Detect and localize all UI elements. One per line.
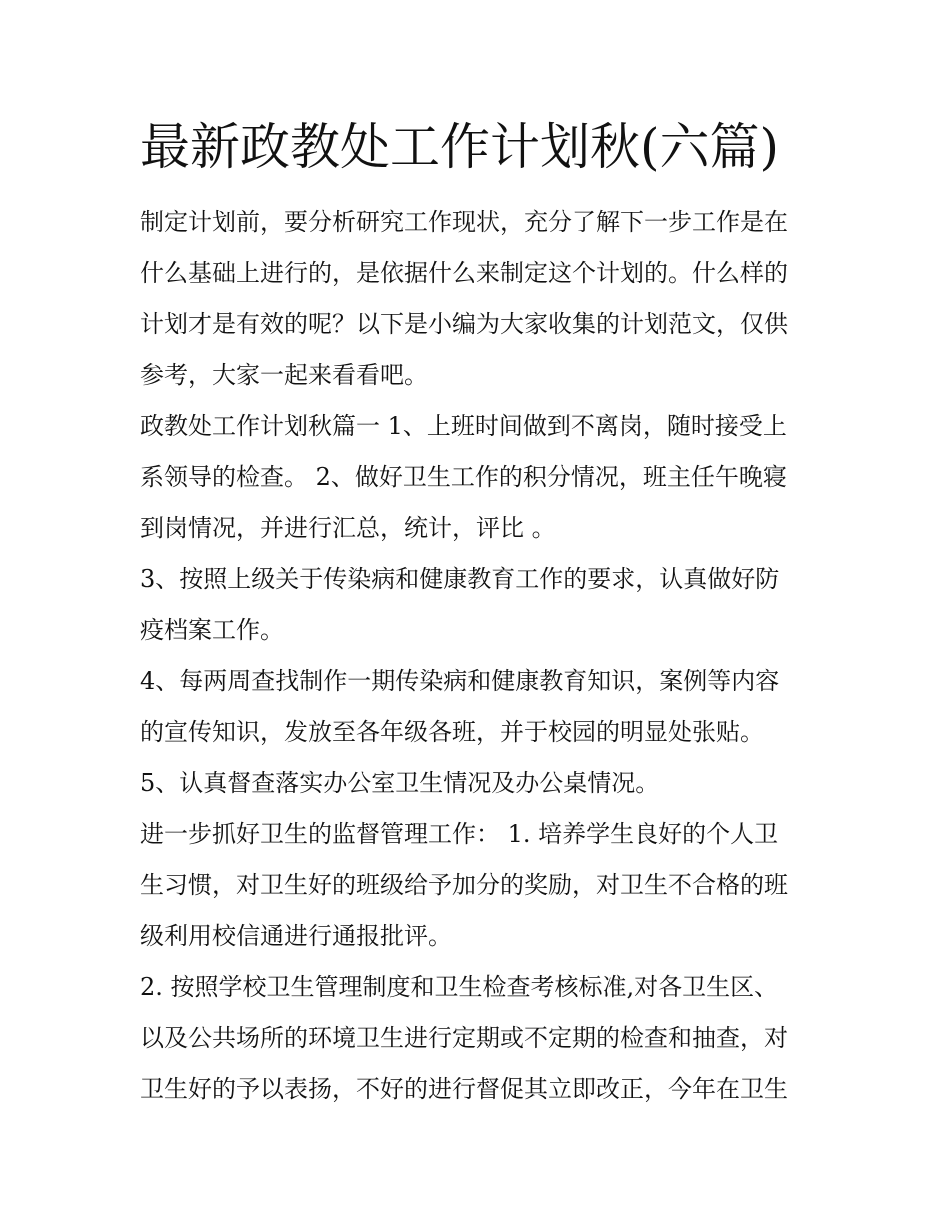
paragraph-line: 什么基础上进行的，是依据什么来制定这个计划的。什么样的 xyxy=(140,259,788,287)
item-three-paragraph xyxy=(140,554,820,656)
paragraph-line: 3、按照上级关于传染病和健康教育工作的要求，认真做好防 xyxy=(140,565,780,593)
item-four-paragraph xyxy=(140,656,820,758)
paragraph-line: 进一步抓好卫生的监督管理工作： 1. 培养学生良好的个人卫 xyxy=(140,820,779,848)
paragraph-line: 疫档案工作。 xyxy=(140,616,284,644)
intro-paragraph xyxy=(140,197,820,401)
paragraph-line: 级利用校信通进行通报批评。 xyxy=(140,922,452,950)
paragraph-line: 2. 按照学校卫生管理制度和卫生检查考核标准,对各卫生区、 xyxy=(140,973,779,1001)
paragraph-line: 以及公共场所的环境卫生进行定期或不定期的检查和抽查，对 xyxy=(140,1024,788,1052)
paragraph-line: 制定计划前，要分析研究工作现状，充分了解下一步工作是在 xyxy=(140,208,788,236)
section-one-paragraph xyxy=(140,401,820,554)
hygiene-supervision-paragraph xyxy=(140,809,820,962)
paragraph-line: 卫生好的予以表扬，不好的进行督促其立即改正，今年在卫生 xyxy=(140,1075,788,1103)
paragraph-line: 参考，大家一起来看看吧。 xyxy=(140,361,428,389)
document-body xyxy=(140,197,820,1115)
paragraph-line: 4、每两周查找制作一期传染病和健康教育知识，案例等内容 xyxy=(140,667,780,695)
hygiene-inspection-paragraph xyxy=(140,962,820,1115)
paragraph-line: 系领导的检查。 2、做好卫生工作的积分情况，班主任午晚寝 xyxy=(140,463,787,491)
paragraph-line: 到岗情况，并进行汇总，统计，评比 。 xyxy=(140,514,556,542)
paragraph-line: 生习惯，对卫生好的班级给予加分的奖励，对卫生不合格的班 xyxy=(140,871,788,899)
paragraph-line: 政教处工作计划秋篇一 1、上班时间做到不离岗，随时接受上 xyxy=(140,412,787,440)
paragraph-line: 计划才是有效的呢？以下是小编为大家收集的计划范文，仅供 xyxy=(140,310,788,338)
document-title: 最新政教处工作计划秋(六篇) xyxy=(140,118,780,176)
item-five-paragraph xyxy=(140,758,820,809)
paragraph-line: 5、认真督查落实办公室卫生情况及办公桌情况。 xyxy=(140,769,660,797)
paragraph-line: 的宣传知识，发放至各年级各班，并于校园的明显处张贴。 xyxy=(140,718,764,746)
